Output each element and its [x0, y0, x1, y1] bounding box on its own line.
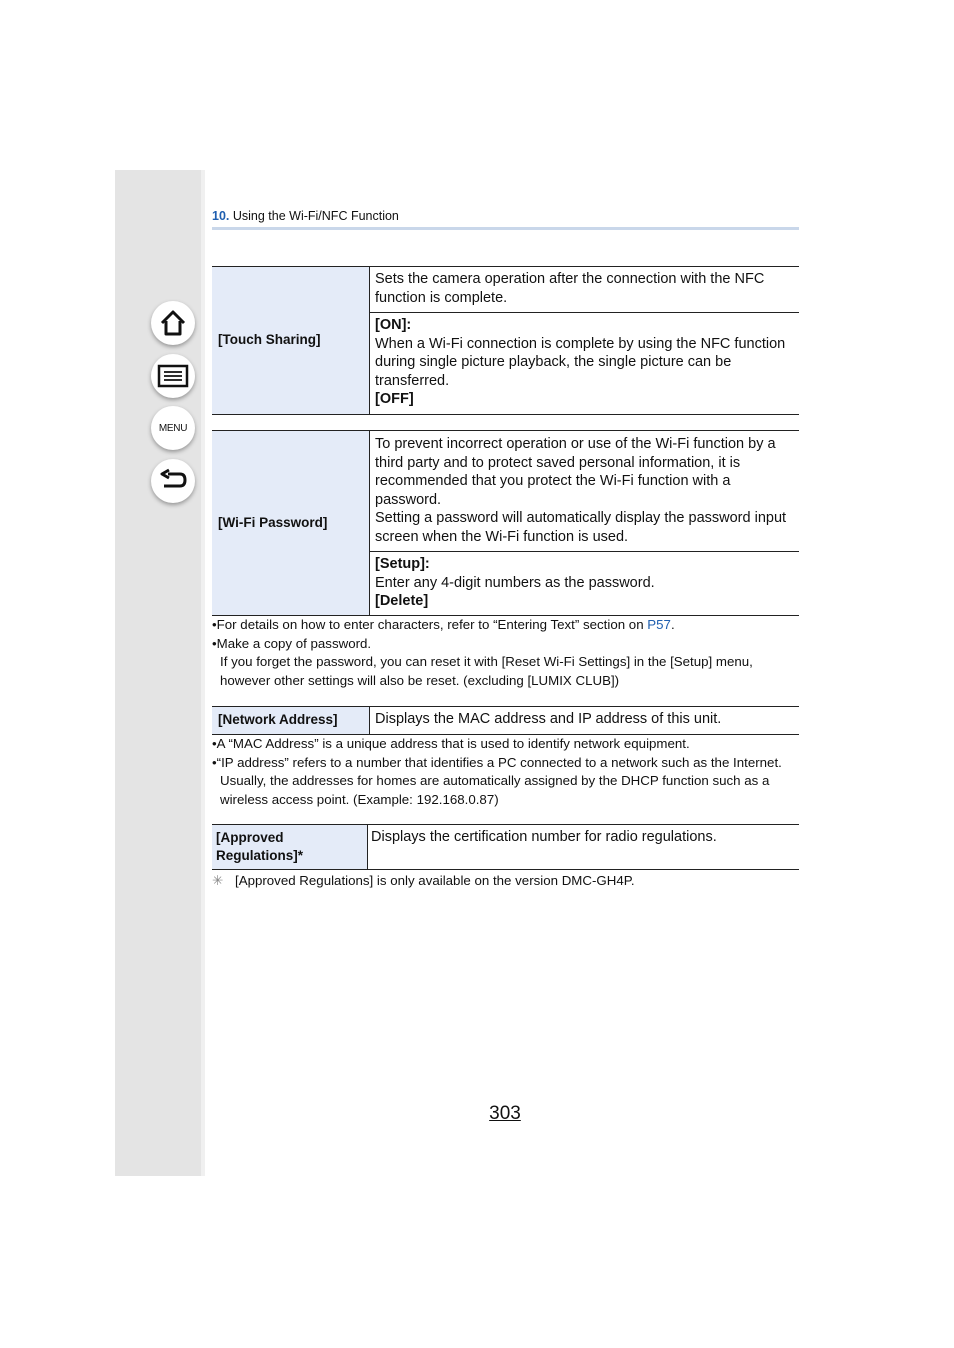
list-icon [157, 363, 189, 389]
wifi-password-desc-2: Setting a password will automatically display the password input screen when the Wi-Fi function is used. [375, 510, 787, 545]
chapter-header [212, 209, 799, 223]
wifi-password-key: [Wi-Fi Password] [212, 431, 370, 616]
network-address-table [212, 706, 799, 735]
asterisk-icon: ✳ [212, 873, 224, 888]
note-item: •For details on how to enter characters, refer to “Entering Text” section on P57. [212, 617, 675, 632]
chapter-number: 10. [212, 209, 230, 223]
touch-sharing-options [370, 313, 800, 415]
footnote [212, 873, 799, 889]
option-delete-label: [Delete] [375, 593, 429, 609]
touch-sharing-desc: Sets the camera operation after the connection with the NFC function is complete. [370, 267, 800, 313]
home-icon [158, 308, 188, 338]
approved-regulations-key: [Approved Regulations]* [212, 825, 368, 870]
option-setup-label: [Setup]: [375, 556, 430, 572]
touch-sharing-key: [Touch Sharing] [212, 267, 370, 415]
note-item: •“IP address” refers to a number that identifies a PC connected to a network such as the Internet. Usually, the addresses for homes are automatically assigned by the DHCP function such as a wireless access point. (Example: 192.168.0.87) [212, 754, 782, 808]
network-address-desc: Displays the MAC address and IP address of this unit. [370, 707, 800, 735]
sidebar-edge [201, 170, 205, 1176]
page-link-p57[interactable]: P57 [647, 617, 671, 632]
page-number: 303 [489, 1103, 521, 1124]
network-address-key: [Network Address] [212, 707, 370, 735]
footnote-text: [Approved Regulations] is only available on the version DMC-GH4P. [235, 873, 635, 888]
menu-label: MENU [158, 422, 188, 434]
header-rule [212, 227, 799, 230]
chapter-title: Using the Wi-Fi/NFC Function [232, 209, 399, 223]
approved-regulations-desc: Displays the certification number for radio regulations. [368, 825, 800, 870]
touch-sharing-table [212, 266, 799, 415]
contents-button[interactable] [151, 354, 195, 398]
option-setup-desc: Enter any 4-digit numbers as the password. [375, 574, 655, 591]
option-off-label: [OFF] [375, 391, 414, 407]
note-item: •A “MAC Address” is a unique address that is used to identify network equipment. [212, 736, 690, 751]
wifi-password-desc-1: To prevent incorrect operation or use of the Wi-Fi function by a third party and to protect saved personal information, it is recommended that you protect the Wi-Fi function with a password. [375, 436, 776, 508]
return-icon [158, 466, 188, 496]
note-item: •Make a copy of password. [212, 635, 372, 651]
password-notes [212, 616, 799, 691]
wifi-password-table [212, 430, 799, 616]
approved-regulations-table [212, 824, 799, 870]
menu-button[interactable] [151, 406, 195, 450]
option-on-desc: When a Wi-Fi connection is complete by using the NFC function during single picture playback, the single picture can be transferred. [375, 335, 786, 389]
network-notes [212, 735, 799, 810]
option-on-label: [ON]: [375, 317, 412, 333]
wifi-password-desc [370, 431, 800, 552]
back-button[interactable] [151, 459, 195, 503]
home-button[interactable] [151, 301, 195, 345]
note-continuation: If you forget the password, you can reset it with [Reset Wi-Fi Settings] in the [Setup] menu, however other settings will also be reset. (excluding [LUMIX CLUB]) [220, 654, 753, 689]
wifi-password-options [370, 552, 800, 616]
